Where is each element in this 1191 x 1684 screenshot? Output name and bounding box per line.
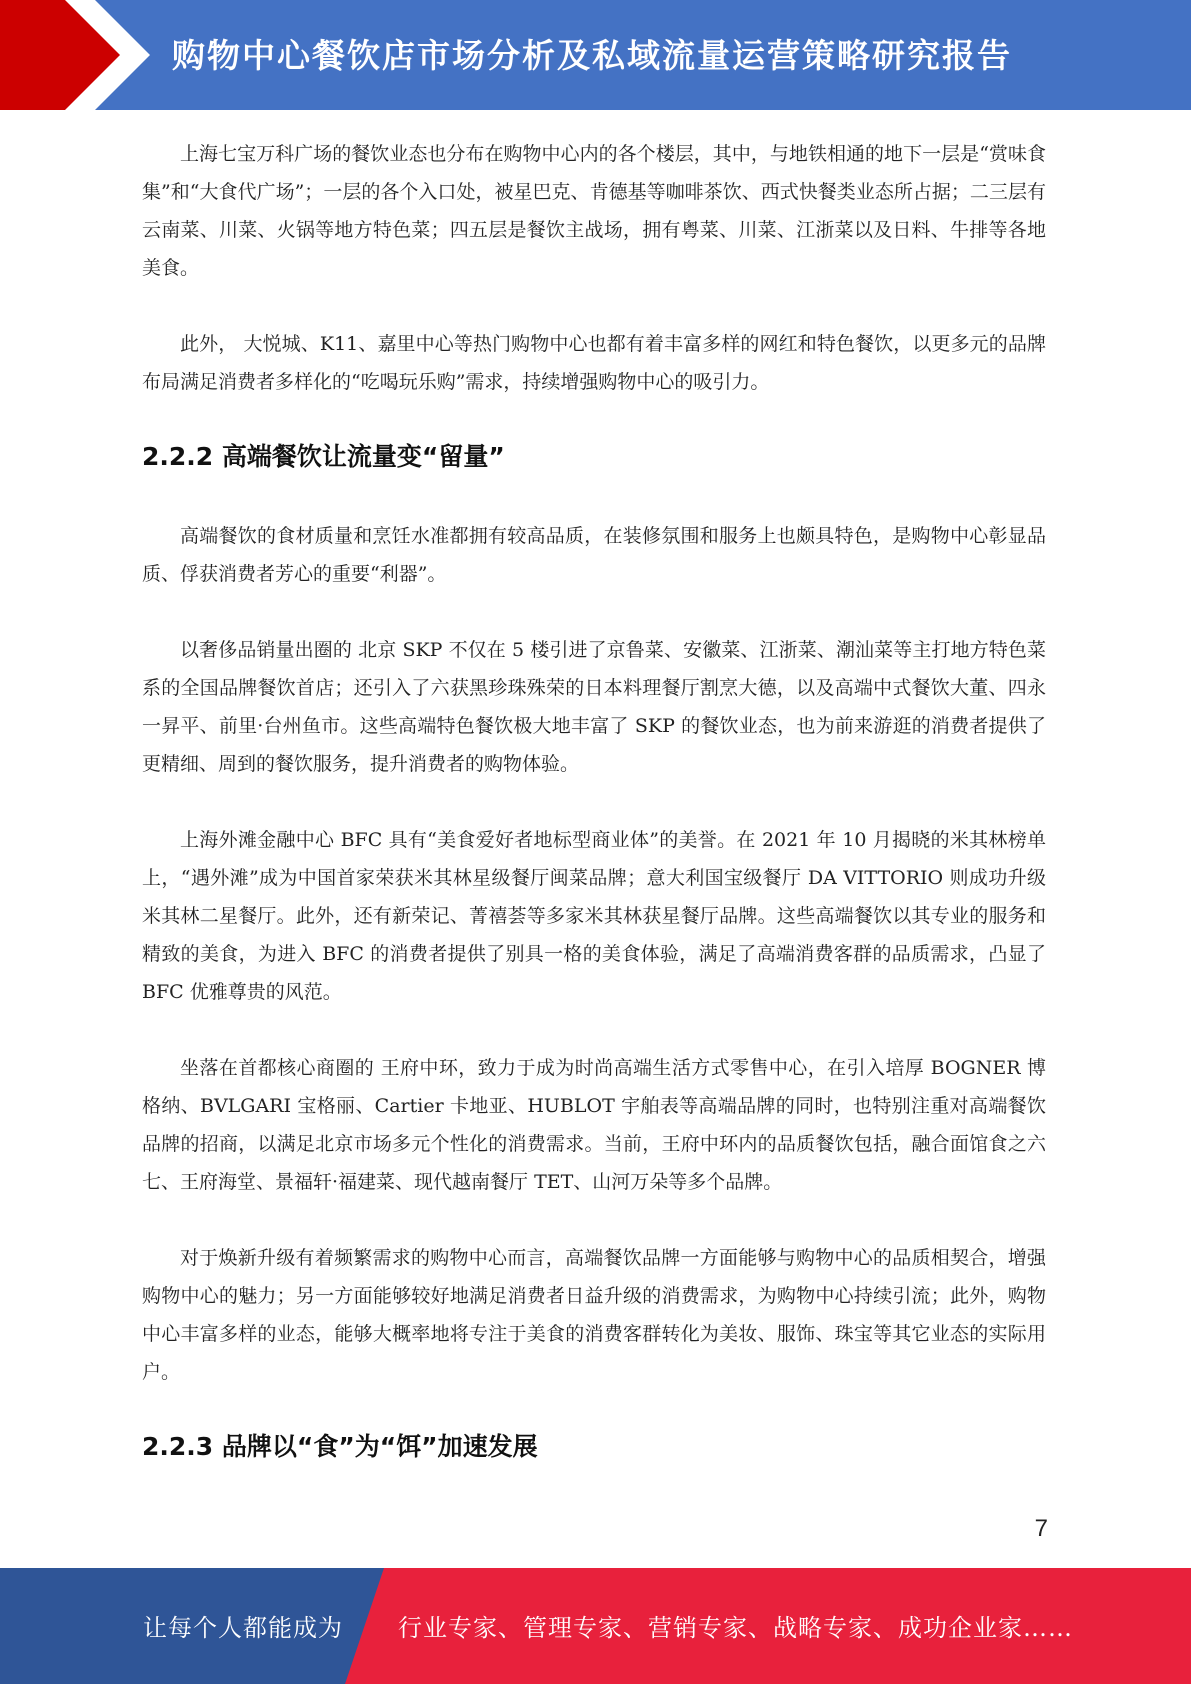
page-number: 7 [1034,1515,1048,1542]
main-content [142,120,1046,1467]
paragraph-beijing-skp: 以奢侈品销量出圈的 北京 SKP 不仅在 5 楼引进了京鲁菜、安徽菜、江浙菜、潮汕菜等主打地方特色菜系的全国品牌餐饮首店；还引入了六获黑珍珠殊荣的日本料理餐厅割烹大德，以及高端中式餐饮大董、四永一昇平、前里·台州鱼市。这些高端特色餐饮极大地丰富了 SKP 的餐饮业态，也为前来游逛的消费者提供了更精细、周到的餐饮服务，提升消费者的购物体验。 [142,639,1046,775]
header-arrow-decoration [0,0,160,110]
paragraph-qibao-vanke: 上海七宝万科广场的餐饮业态也分布在购物中心内的各个楼层，其中，与地铁相通的地下一层是“赏味食集”和“大食代广场”；一层的各个入口处，被星巴克、肯德基等咖啡茶饮、西式快餐类业态所占据；二三层有云南菜、川菜、火锅等地方特色菜；四五层是餐饮主战场，拥有粤菜、川菜、江浙菜以及日料、牛排等各地美食。 [142,143,1046,279]
report-title: 购物中心餐饮店市场分析及私域流量运营策略研究报告 [172,36,1012,75]
paragraph-mall-upgrade: 对于焕新升级有着频繁需求的购物中心而言，高端餐饮品牌一方面能够与购物中心的品质相契合，增强购物中心的魅力；另一方面能够较好地满足消费者日益升级的消费需求，为购物中心持续引流；此外，购物中心丰富多样的业态，能够大概率地将专注于美食的消费客群转化为美妆、服饰、珠宝等其它业态的实际用户。 [142,1247,1046,1383]
paragraph-high-end-dining: 高端餐饮的食材质量和烹饪水准都拥有较高品质，在装修氛围和服务上也颇具特色，是购物中心彰显品质、俘获消费者芳心的重要“利器”。 [142,525,1046,585]
header-banner [0,0,1191,110]
footer-slogan-right: 行业专家、管理专家、营销专家、战略专家、成功企业家…… [398,1614,1073,1642]
paragraph-shanghai-bfc: 上海外滩金融中心 BFC 具有“美食爱好者地标型商业体”的美誉。在 2021 年 10 月揭晓的米其林榜单上，“遇外滩”成为中国首家荣获米其林星级餐厅闽菜品牌；意大利国宝级餐厅 DA VITTORIO 则成功升级米其林二星餐厅。此外，还有新荣记、菁禧荟等多家米其林获星餐厅品牌。这些高端餐饮以其专业的服务和精致的美食，为进入 BFC 的消费者提供了别具一格的美食体验，满足了高端消费客群的品质需求，凸显了 BFC 优雅尊贵的风范。 [142,829,1046,1003]
paragraph-other-malls: 此外， 大悦城、K11、嘉里中心等热门购物中心也都有着丰富多样的网红和特色餐饮，以更多元的品牌布局满足消费者多样化的“吃喝玩乐购”需求，持续增强购物中心的吸引力。 [142,333,1046,393]
section-heading-2-2-2: 2.2.2 高端餐饮让流量变“留量” [142,442,505,471]
section-heading-2-2-3: 2.2.3 品牌以“食”为“饵”加速发展 [142,1432,538,1461]
paragraph-wangfu-central: 坐落在首都核心商圈的 王府中环，致力于成为时尚高端生活方式零售中心，在引入培厚 BOGNER 博格纳、BVLGARI 宝格丽、Cartier 卡地亚、HUBLOT 宇舶表等高端品牌的同时，也特别注重对高端餐饮品牌的招商，以满足北京市场多元个性化的消费需求。当前，王府中环内的品质餐饮包括，融合面馆食之六七、王府海堂、景福轩·福建菜、现代越南餐厅 TET、山河万朵等多个品牌。 [142,1057,1046,1193]
footer-banner [0,1568,1191,1684]
footer-slogan-left: 让每个人都能成为 [143,1614,343,1642]
